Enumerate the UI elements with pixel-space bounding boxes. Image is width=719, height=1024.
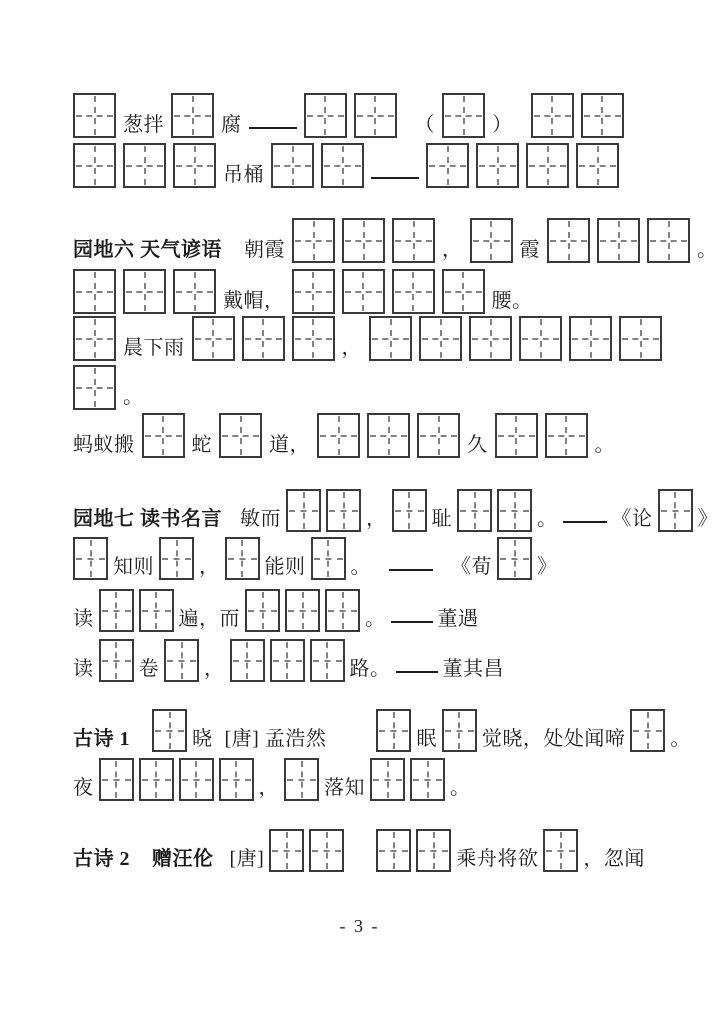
tianzige-writing-box [73, 269, 116, 314]
spacer [438, 579, 446, 580]
tianzige-writing-box [526, 143, 569, 188]
tianzige-writing-box [569, 316, 612, 361]
tianzige-writing-box [457, 489, 492, 532]
section-title: 园地七 读书名言 [73, 508, 222, 530]
spacer [331, 751, 371, 752]
tianzige-writing-box [192, 316, 235, 361]
worksheet-text: 。 [697, 239, 718, 261]
tianzige-writing-box [99, 758, 134, 801]
worksheet-text: ， [258, 777, 279, 799]
worksheet-text: 晓 [192, 728, 213, 750]
tianzige-writing-box [99, 639, 134, 682]
fill-in-line [371, 177, 419, 179]
tianzige-writing-box [73, 93, 116, 138]
yuandi7-line-2 [73, 536, 719, 580]
fill-in-line [563, 521, 607, 523]
spacer [135, 751, 147, 752]
yuandi7-title-line [73, 488, 719, 532]
tianzige-writing-box [271, 143, 314, 188]
tianzige-writing-box [354, 93, 397, 138]
section-title: 赠汪伦 [152, 848, 214, 870]
tianzige-writing-box [139, 589, 174, 632]
tianzige-writing-box [292, 218, 335, 263]
worksheet-text: 董其昌 [442, 658, 504, 680]
worksheet-text: [唐] [229, 848, 265, 870]
worksheet-text: 遍，而 [178, 608, 240, 630]
fill-in-line [389, 569, 433, 571]
worksheet-text: 读 [73, 658, 94, 680]
worksheet-text: 久 [467, 434, 488, 456]
tianzige-writing-box [245, 589, 280, 632]
tianzige-writing-box [242, 316, 285, 361]
tianzige-writing-box [99, 589, 134, 632]
tianzige-writing-box [142, 413, 185, 458]
tianzige-writing-box [219, 413, 262, 458]
tianzige-writing-box [230, 639, 265, 682]
worksheet-text: 卷 [138, 658, 159, 680]
tianzige-writing-box [410, 758, 445, 801]
tianzige-writing-box [470, 218, 513, 263]
tianzige-writing-box [469, 316, 512, 361]
tianzige-writing-box [442, 93, 485, 138]
yuandi6-line-3-cont [73, 365, 719, 410]
worksheet-text: 《论 [611, 508, 653, 530]
tianzige-writing-box [225, 537, 260, 580]
worksheet-text: 霞 [519, 239, 540, 261]
tianzige-writing-box [173, 143, 216, 188]
worksheet-text: 。 [450, 777, 471, 799]
worksheet-text: 》 [537, 556, 558, 578]
spacer [376, 579, 384, 580]
tianzige-writing-box [547, 218, 590, 263]
worksheet-text: 夜 [73, 777, 94, 799]
section-title: 古诗 2 [73, 848, 130, 870]
tianzige-writing-box [658, 489, 693, 532]
tianzige-writing-box [369, 316, 412, 361]
tianzige-writing-box [326, 489, 361, 532]
worksheet-text: 晨下雨 [123, 337, 185, 359]
tianzige-writing-box [292, 316, 335, 361]
tianzige-writing-box [576, 143, 619, 188]
tianzige-writing-box [179, 758, 214, 801]
worksheet-text: 朝霞 [244, 239, 285, 261]
tianzige-writing-box [171, 93, 214, 138]
tianzige-writing-box [152, 709, 187, 752]
tianzige-writing-box [647, 218, 690, 263]
spacer [404, 137, 408, 138]
yuandi6-line-3 [73, 316, 719, 361]
worksheet-text: ） [492, 114, 513, 136]
tianzige-writing-box [317, 413, 360, 458]
worksheet-text: 读 [73, 608, 94, 630]
worksheet-text: 腰。 [491, 290, 533, 312]
worksheet-text: 董遇 [437, 608, 479, 630]
tianzige-writing-box [311, 537, 346, 580]
worksheet-text: 。 [123, 386, 144, 408]
worksheet-text: 蚂蚁搬 [73, 434, 135, 456]
worksheet-text: 敏而 [240, 508, 281, 530]
tianzige-writing-box [581, 93, 624, 138]
tianzige-writing-box [219, 758, 254, 801]
tianzige-writing-box [292, 269, 335, 314]
tianzige-writing-box [270, 639, 305, 682]
spacer [227, 531, 235, 532]
tianzige-writing-box [419, 316, 462, 361]
worksheet-text: 落知 [324, 777, 365, 799]
tianzige-writing-box [370, 758, 405, 801]
tianzige-writing-box [442, 709, 477, 752]
worksheet-body [73, 93, 719, 872]
tianzige-writing-box [286, 489, 321, 532]
yuandi6-title-line [73, 218, 719, 263]
tianzige-writing-box [73, 537, 108, 580]
yuandi6-line-4 [73, 413, 719, 458]
tianzige-writing-box [285, 589, 320, 632]
yuandi6-line-2 [73, 269, 719, 314]
worksheet-text: 知则 [113, 556, 154, 578]
worksheet-text: [唐] 孟浩然 [224, 728, 327, 750]
exercise-line-congban [73, 93, 719, 138]
tianzige-writing-box [376, 709, 411, 752]
tianzige-writing-box [392, 269, 435, 314]
worksheet-text: ，忽闻 [583, 848, 645, 870]
worksheet-text: ， [341, 337, 362, 359]
fill-in-line [249, 127, 297, 129]
tianzige-writing-box [123, 269, 166, 314]
tianzige-writing-box [139, 758, 174, 801]
worksheet-text: 乘舟将欲 [456, 848, 539, 870]
tianzige-writing-box [304, 93, 347, 138]
tianzige-writing-box [325, 589, 360, 632]
tianzige-writing-box [476, 143, 519, 188]
spacer [349, 871, 371, 872]
tianzige-writing-box [164, 639, 199, 682]
section-title: 古诗 1 [73, 728, 130, 750]
worksheet-text: 耻 [431, 508, 452, 530]
worksheet-text: ， [199, 556, 220, 578]
tianzige-writing-box [73, 365, 116, 410]
worksheet-text: （ [414, 114, 435, 136]
tianzige-writing-box [545, 413, 588, 458]
fill-in-line [396, 671, 438, 673]
tianzige-writing-box [269, 829, 304, 872]
tianzige-writing-box [426, 143, 469, 188]
worksheet-text: 蛇 [191, 434, 212, 456]
tianzige-writing-box [416, 829, 451, 872]
yuandi7-line-4 [73, 638, 719, 682]
worksheet-text: 腐 [221, 114, 242, 136]
tianzige-writing-box [367, 413, 410, 458]
fill-in-line [391, 621, 433, 623]
gushi2-title-line [73, 828, 719, 872]
tianzige-writing-box [321, 143, 364, 188]
spacer [229, 262, 237, 263]
worksheet-text: 。 [350, 556, 371, 578]
yuandi7-line-3 [73, 588, 719, 632]
worksheet-text: 。 [365, 608, 386, 630]
section-title: 园地六 天气谚语 [73, 239, 222, 261]
tianzige-writing-box [73, 316, 116, 361]
worksheet-text: 戴帽， [223, 290, 285, 312]
spacer [520, 137, 524, 138]
worksheet-text: 吊桶 [223, 164, 264, 186]
tianzige-writing-box [123, 143, 166, 188]
page-number: - 3 - [339, 916, 380, 936]
tianzige-writing-box [309, 829, 344, 872]
tianzige-writing-box [497, 489, 532, 532]
worksheet-text: 眠 [416, 728, 437, 750]
tianzige-writing-box [497, 537, 532, 580]
tianzige-writing-box [159, 537, 194, 580]
tianzige-writing-box [543, 829, 578, 872]
exercise-line-diaotong [73, 143, 719, 188]
tianzige-writing-box [284, 758, 319, 801]
worksheet-text: 《荀 [451, 556, 492, 578]
worksheet-text: ， [366, 508, 387, 530]
tianzige-writing-box [597, 218, 640, 263]
worksheet-text: 路。 [349, 658, 391, 680]
worksheet-text: 觉晓，处处闻啼 [481, 728, 626, 750]
tianzige-writing-box [442, 269, 485, 314]
tianzige-writing-box [630, 709, 665, 752]
tianzige-writing-box [173, 269, 216, 314]
gushi1-title-line [73, 708, 719, 752]
tianzige-writing-box [392, 489, 427, 532]
spacer [135, 871, 147, 872]
tianzige-writing-box [619, 316, 662, 361]
tianzige-writing-box [519, 316, 562, 361]
tianzige-writing-box [73, 143, 116, 188]
tianzige-writing-box [392, 218, 435, 263]
worksheet-text: 葱拌 [123, 114, 164, 136]
tianzige-writing-box [342, 269, 385, 314]
tianzige-writing-box [342, 218, 385, 263]
spacer [219, 871, 225, 872]
worksheet-text: 能则 [264, 556, 306, 578]
tianzige-writing-box [376, 829, 411, 872]
worksheet-text: 。 [537, 508, 558, 530]
tianzige-writing-box [531, 93, 574, 138]
worksheet-text: 。 [594, 434, 615, 456]
tianzige-writing-box [417, 413, 460, 458]
worksheet-text: 。 [670, 728, 691, 750]
worksheet-text: 》 [697, 508, 718, 530]
worksheet-text: ， [204, 658, 225, 680]
spacer [218, 751, 220, 752]
tianzige-writing-box [310, 639, 345, 682]
gushi1-line-2 [73, 757, 719, 801]
worksheet-text: ， [442, 239, 463, 261]
worksheet-text: 道， [269, 434, 310, 456]
tianzige-writing-box [495, 413, 538, 458]
